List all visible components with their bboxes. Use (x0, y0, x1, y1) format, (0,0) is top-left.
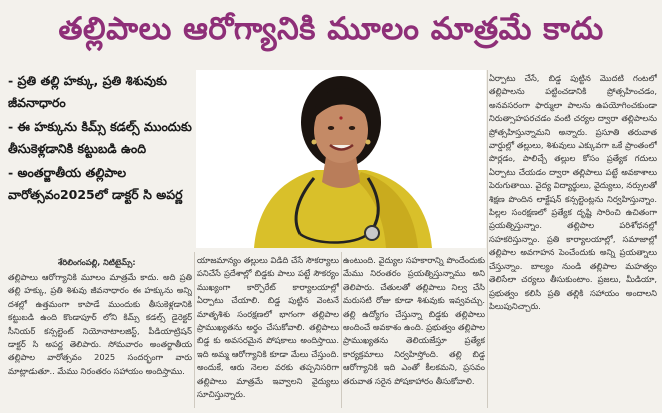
headline: తల్లిపాలు ఆరోగ్యానికి మూలం మాత్రమే కాదు (58, 10, 604, 47)
article-column-middle-2: ఉంటుంది. వైద్యుల సహకారాన్ని పొందేందుకు మేము నిరంతరం ప్రయత్నిస్తున్నాము అని తెలిపారు. చేతులతో తల్లిపాలు నిల్వ చేసి మరుసటి రోజు కూడా శిశువుకు ఇవ్వవచ్చు. తల్లి ఉద్యోగం చేస్తున్నా బిడ్డకు తల్లిపాలు అందించే అవకాశం ఉంది. ప్రభుత్వం తల్లిపాల ప్రాముఖ్యతను తెలియజేస్తూ ప్రత్యేక కార్యక్రమాలు నిర్వహిస్తోంది. తల్లి బిడ్డ ఆరోగ్యానికి ఇది ఎంతో కీలకమని, ప్రసవం తరువాత సరైన పోషకాహారం తీసుకోవాలి. (343, 255, 485, 386)
column-divider (194, 252, 195, 408)
column-divider (487, 70, 488, 408)
article-column-middle-1: యాజమాన్యం తల్లులు విడిది చేసే సౌకర్యాలు పనిచేసే ప్రదేశాల్లో బిడ్డకు పాలు పట్టే సౌకర్యం ముఖ్యంగా కార్పొరేట్ కార్యాలయాల్లో ఏర్పాటు చేయాలి. బిడ్డ పుట్టిన వెంటనే మాతృశిశు సంరక్షణలో భాగంగా తల్లిపాల ప్రాముఖ్యతను అర్థం చేసుకోవాలి. తల్లిపాలు బిడ్డ కు అవసరమైన పోషకాలు అందిస్తాయి. ఇది అమ్మ ఆరోగ్యానికి కూడా మేలు చేస్తుంది. అందుకే, ఆరు నెలల వరకు తప్పనిసరిగా తల్లిపాలు మాత్రమే ఇవ్వాలని వైద్యులు సూచిస్తున్నారు. (197, 255, 339, 400)
byline: శేరిలింగంపల్లి, నిటిటైమ్స్: (58, 258, 136, 267)
doctor-photo (196, 70, 486, 248)
article-column-right: ఏర్పాటు చేసే, బిడ్డ పుట్టిన మొదటి గంటలో తల్లిపాలను పట్టించడానికి ప్రోత్సహించడం, అనవసరంగా ఫార్ములా పాలను ఉపయోగించకుండా నిరుత్సాహపరచడం వంటి చర్యల ద్వారా తల్లిపాలను ప్రోత్సహిస్తున్నామని అన్నారు. ప్రసూతి తరువాత వార్డుల్లో తల్లులు, శిశువులు ఎక్కువగా ఒకే ప్రాంతంలో పొర్లడం, పాలిచ్చే తల్లుల కోసం ప్రత్యేక గదులు ఏర్పాటు చేయడం ద్వారా తల్లిపాలు పట్టే అవకాశాలు పెరుగుతాయి. వైద్య విద్యార్థులు, వైద్యులు, నర్సులతో శిక్షణ పొందిన లాక్టేషన్ కన్సల్టెంట్లను నిర్వహిస్తున్నాం. పిల్లల సంరక్షణలో ప్రత్యేక దృష్టి సారించి ఉచితంగా ప్రయత్నిస్తున్నాం. తల్లిపాల పరిశోధనల్లో సహకరిస్తున్నాం. ప్రతి కార్యాలయాల్లో, సమాజాల్లో తల్లిపాల అవగాహన పెంచేందుకు అన్ని ప్రయత్నాలు చేస్తున్నాం. బాల్యం నుండి తల్లిపాల మహత్వం తెలిసేలా చర్యలు తీసుకుంటాం. ప్రజలు, మీడియా, ప్రభుత్వం కలిసి ప్రతి తల్లికి సహాయం అందాలని పిలుపునిచ్చారు. (489, 73, 657, 311)
highlight-item: - ఈ హక్కును కిమ్స్ కడల్స్ ముందుకు తీసుకెళ్లడానికి కట్టుబడి ఉంది (8, 119, 192, 156)
column-divider (341, 252, 342, 408)
highlight-item: - అంతర్జాతీయ తల్లిపాల వారోత్సవం2025లో డాక్టర్ సి అపర్ణ (8, 165, 183, 202)
highlights-list (8, 70, 196, 208)
article-column-left: తల్లిపాలు ఆరోగ్యానికి మూలం మాత్రమే కాదు. అది ప్రతి తల్లి హక్కు, ప్రతి శిశువు జీవనాధారం ఈ హక్కును అన్ని దశల్లో ఉత్తమంగా కాపాడే ముందుకు తీసుకెళ్లడానికి కట్టుబడి ఉంది కొండాపూర్ లోని కిమ్స్ కడల్స్ డైరెక్టర్ సీనియర్ కన్సల్టెంట్ నియోనాటాలజిస్ట్, పీడియాట్రిషన్ డాక్టర్ సి అపర్ణ తెలిపారు. సోమవారం అంతర్జాతీయ తల్లిపాల వారోత్సవం 2025 సందర్భంగా వారు మాట్లాడుతూ.. మేము నిరంతరం సహాయం అందిస్తాము. (8, 272, 192, 376)
doctor-illustration (196, 70, 486, 248)
highlight-item: - ప్రతి తల్లి హక్కు, ప్రతి శిశువుకు జీవనాధారం (8, 73, 168, 110)
